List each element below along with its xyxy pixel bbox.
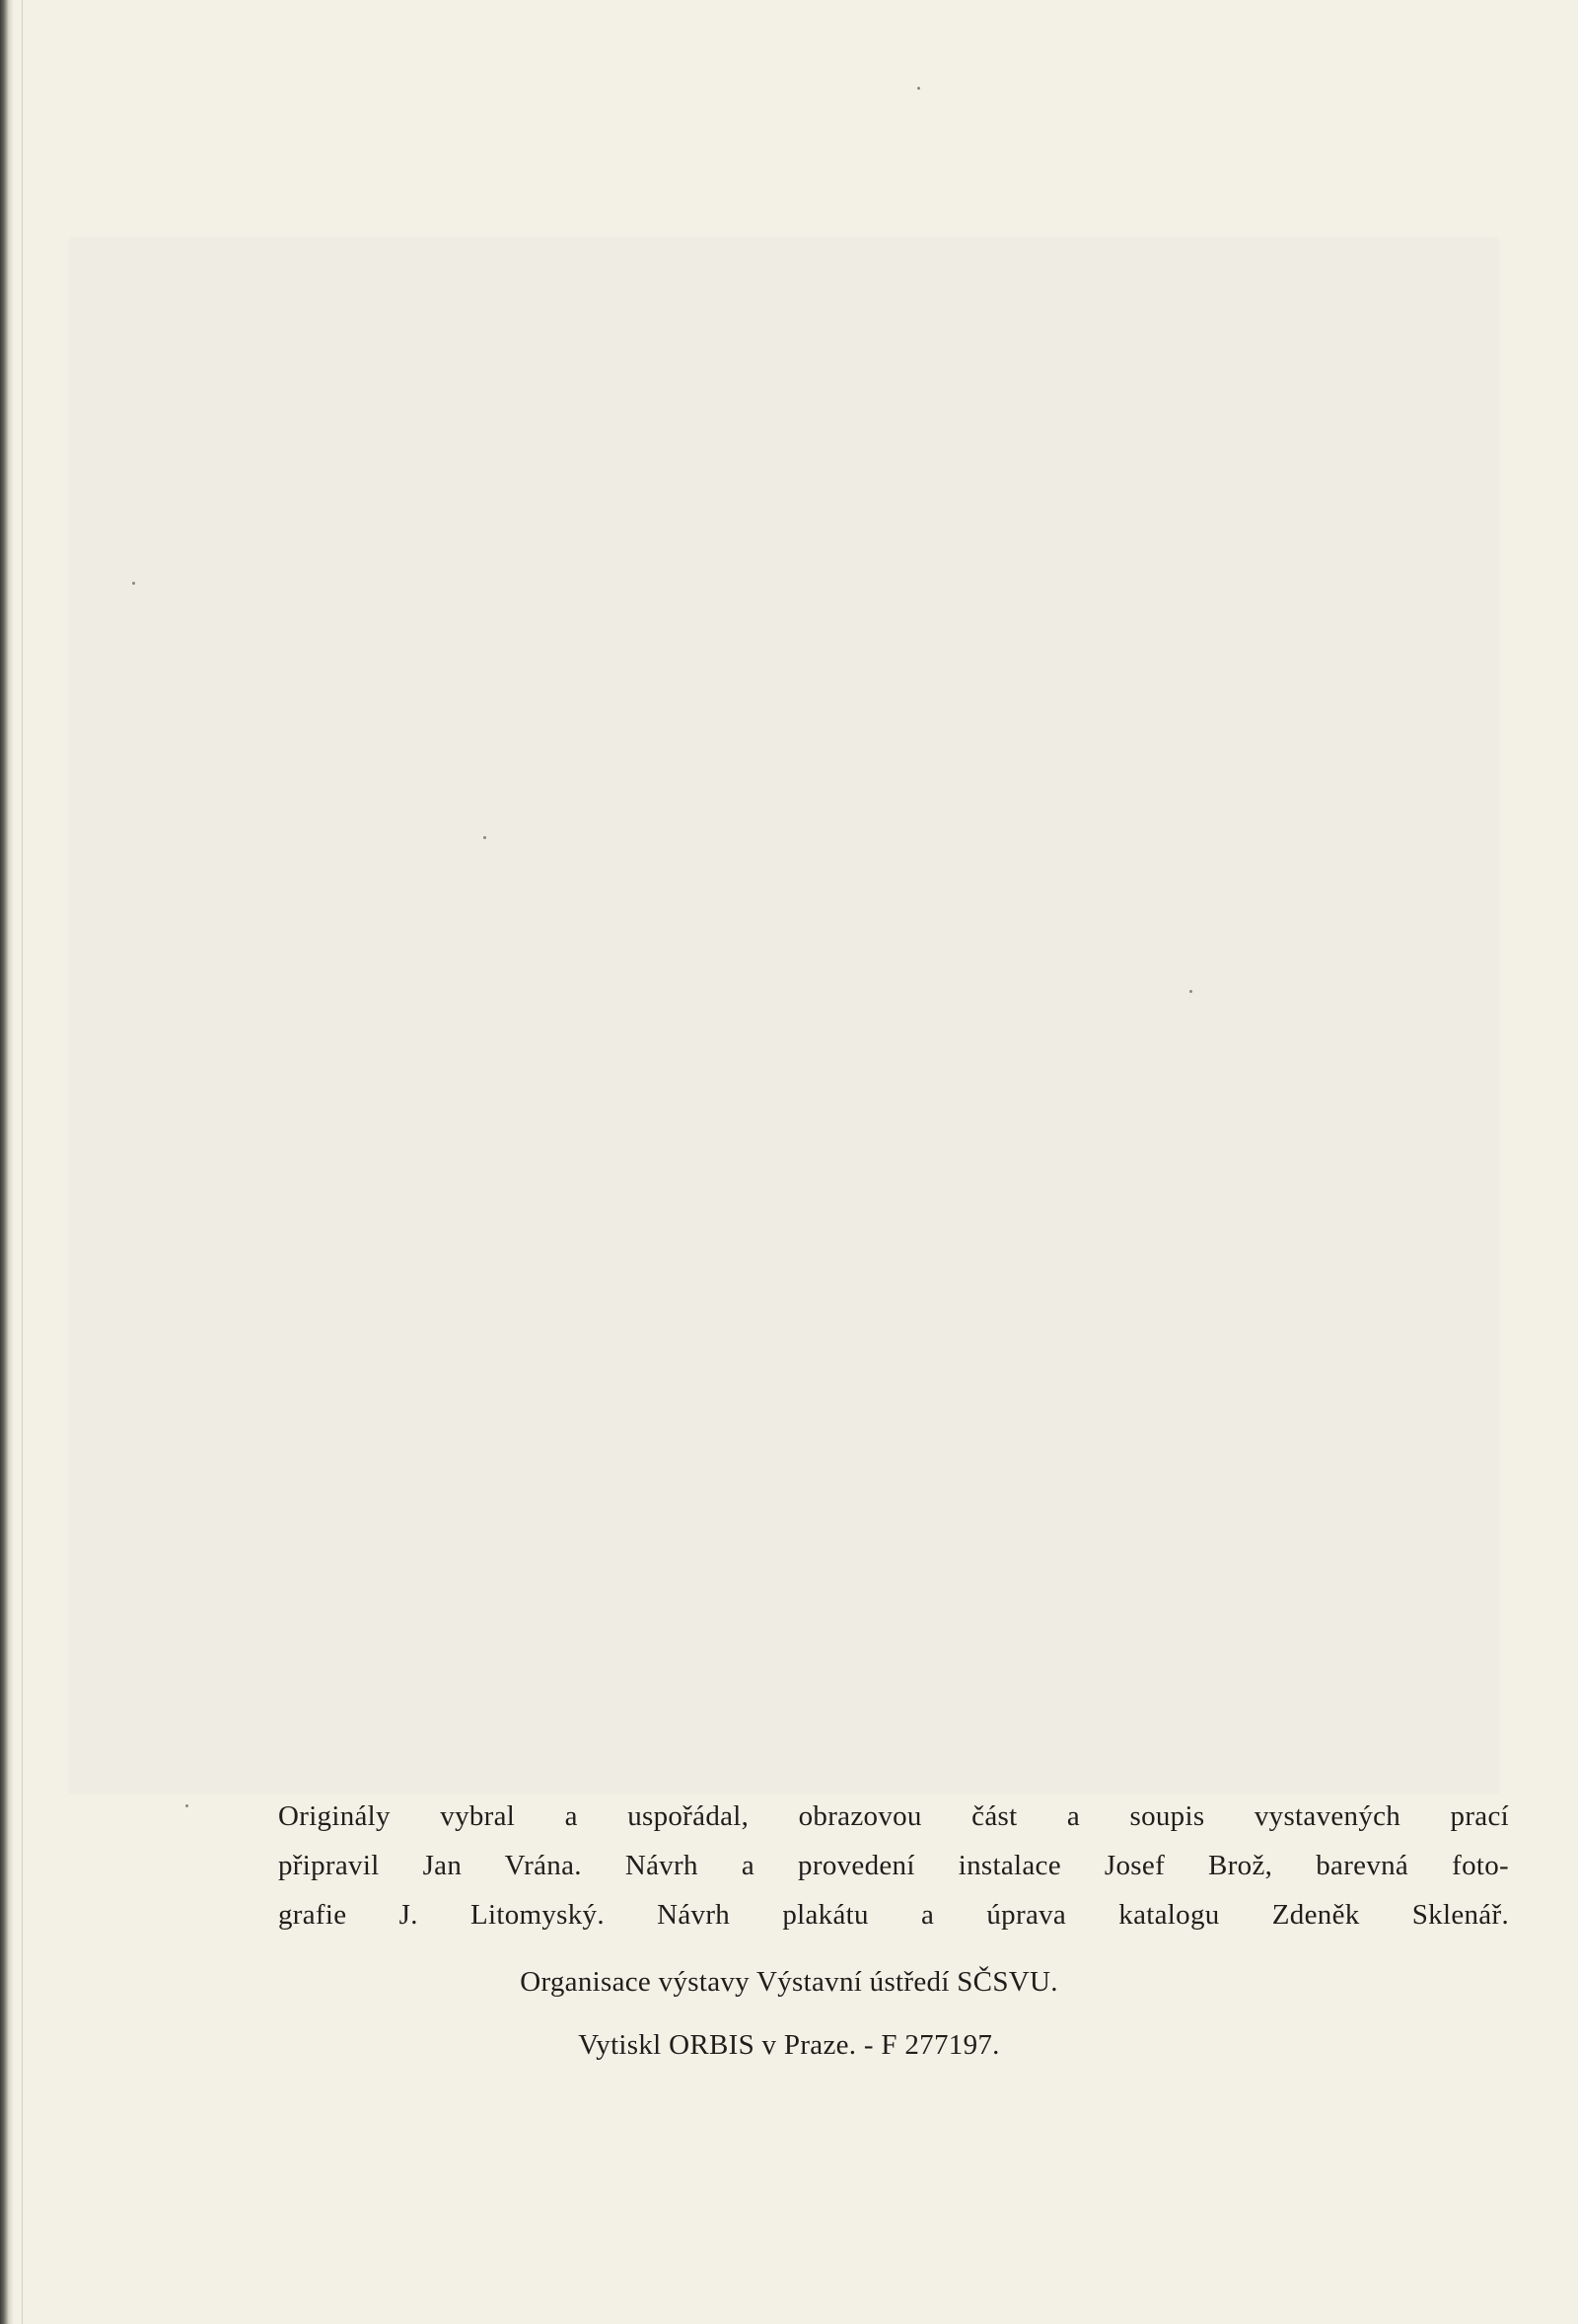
colophon-organisation: Organisace výstavy Výstavní ústředí SČSVU. <box>520 1966 1058 1998</box>
paper-speck <box>132 582 135 585</box>
paper-speck <box>917 87 920 90</box>
show-through-area <box>69 237 1499 1795</box>
paper-speck <box>185 1804 188 1807</box>
paper-speck <box>483 836 486 839</box>
colophon-printer: Vytiskl ORBIS v Praze. - F 277197. <box>578 2029 1000 2061</box>
paper-speck <box>1189 990 1192 993</box>
colophon-line-credits-1: Originály vybral a uspořádal, obrazovou část a soupis vystavených prací <box>278 1800 1509 1832</box>
colophon-line-credits-3: grafie J. Litomyský. Návrh plakátu a úprava katalogu Zdeněk Sklenář. <box>278 1899 1509 1931</box>
colophon-line-credits-2: připravil Jan Vrána. Návrh a provedení instalace Josef Brož, barevná foto- <box>278 1850 1509 1881</box>
